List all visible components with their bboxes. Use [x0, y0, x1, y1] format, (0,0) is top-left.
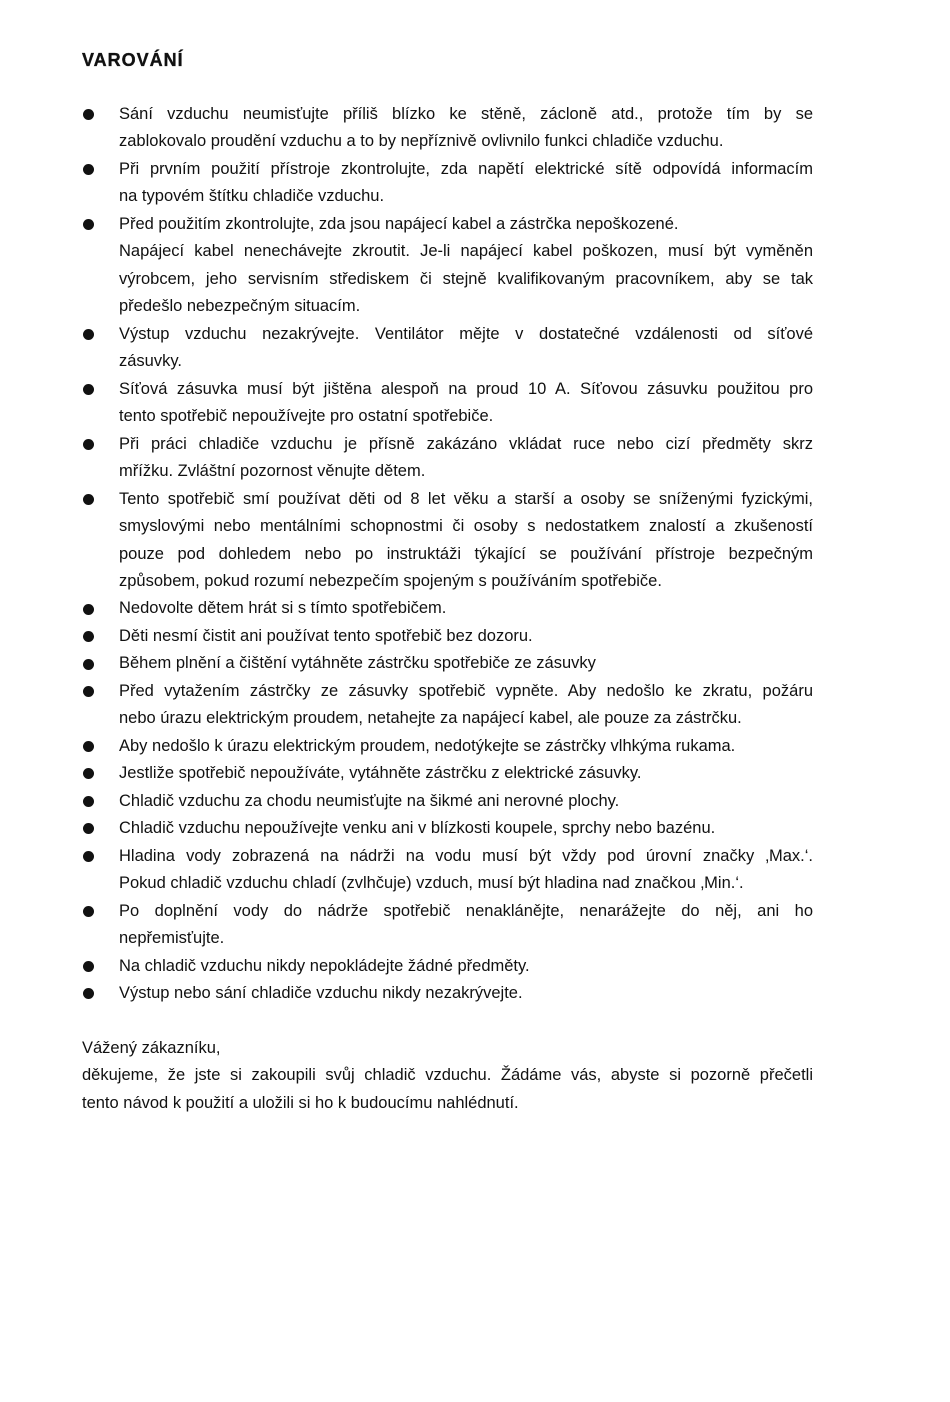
text-paragraph [119, 211, 813, 238]
warning-item [0, 980, 813, 1007]
warning-item-text [119, 156, 813, 211]
bullet-icon [83, 741, 94, 752]
text-line: Nedovolte dětem hrát si s tímto spotřebičem. [119, 599, 447, 618]
text-line: Před vytažením zástrčky ze zásuvky spotřebič vypněte. Aby nedošlo ke zkratu, požáru [119, 681, 813, 700]
warning-item-text [119, 211, 813, 321]
warning-item-text [119, 678, 813, 733]
bullet-icon [83, 439, 94, 450]
bullet-icon [83, 906, 94, 917]
warning-item-text [119, 376, 813, 431]
text-line: Aby nedošlo k úrazu elektrickým proudem, nedotýkejte se zástrčky vlhkýma rukama. [119, 736, 736, 755]
text-line: Při prvním použití přístroje zkontrolujte, zda napětí elektrické sítě odpovídá informacím [119, 159, 813, 178]
warning-item [0, 843, 813, 898]
text-paragraph [119, 898, 813, 953]
text-line: Napájecí kabel nenechávejte zkroutit. Je-li napájecí kabel poškozen, musí být vyměněn [119, 242, 813, 261]
bullet-icon [83, 988, 94, 999]
bullet-icon [83, 164, 94, 175]
text-paragraph [119, 678, 813, 733]
warning-item [0, 898, 813, 953]
text-line: Síťová zásuvka musí být jištěna alespoň na proud 10 A. Síťovou zásuvku použitou pro [119, 379, 813, 398]
text-line: Vážený zákazníku, [82, 1038, 221, 1057]
text-line: nepřemisťujte. [119, 929, 225, 948]
closing-note [0, 1035, 813, 1117]
text-line: Tento spotřebič smí používat děti od 8 let věku a starší a osoby se sníženými fyzickými, [119, 489, 813, 508]
bullet-icon [83, 768, 94, 779]
warning-item-text [119, 815, 813, 842]
text-line: Při práci chladiče vzduchu je přísně zakázáno vkládat ruce nebo cizí předměty skrz [119, 434, 813, 453]
text-paragraph [119, 321, 813, 376]
warning-item-text [119, 321, 813, 376]
warning-item-text [119, 486, 813, 596]
text-paragraph [119, 156, 813, 211]
warning-item [0, 623, 813, 650]
text-paragraph [119, 238, 813, 320]
text-line: předešlo nebezpečným situacím. [119, 297, 361, 316]
warning-item [0, 733, 813, 760]
text-line: zásuvky. [119, 352, 182, 371]
bullet-icon [83, 961, 94, 972]
text-paragraph [119, 431, 813, 486]
text-line: Děti nesmí čistit ani používat tento spotřebič bez dozoru. [119, 626, 533, 645]
warning-list [0, 101, 950, 1007]
bullet-icon [83, 494, 94, 505]
warning-item [0, 321, 813, 376]
warning-item [0, 788, 813, 815]
text-line: Chladič vzduchu nepoužívejte venku ani v blízkosti koupele, sprchy nebo bazénu. [119, 819, 716, 838]
warning-item [0, 760, 813, 787]
warning-item [0, 376, 813, 431]
bullet-icon [83, 329, 94, 340]
warning-item-text [119, 595, 813, 622]
warning-item [0, 431, 813, 486]
text-line: tento návod k použití a uložili si ho k budoucímu nahlédnutí. [82, 1093, 519, 1112]
text-paragraph [82, 1062, 813, 1117]
bullet-icon [83, 659, 94, 670]
warning-item [0, 650, 813, 677]
text-line: Před použitím zkontrolujte, zda jsou napájecí kabel a zástrčka nepoškozené. [119, 214, 679, 233]
warning-item-text [119, 898, 813, 953]
text-paragraph [119, 815, 813, 842]
text-paragraph [119, 376, 813, 431]
text-line: pouze pod dohledem nebo po instruktáži týkající se používání přístroje bezpečným [119, 544, 813, 563]
bullet-icon [83, 604, 94, 615]
warning-item [0, 815, 813, 842]
page-title: VAROVÁNÍ [82, 50, 184, 70]
bullet-icon [83, 686, 94, 697]
text-line: děkujeme, že jste si zakoupili svůj chladič vzduchu. Žádáme vás, abyste si pozorně přečetli [82, 1066, 813, 1085]
warning-item-text [119, 101, 813, 156]
text-line: Chladič vzduchu za chodu neumisťujte na šikmé ani nerovné plochy. [119, 791, 620, 810]
document-body [0, 101, 950, 1117]
warning-item [0, 156, 813, 211]
text-line: Sání vzduchu neumisťujte příliš blízko ke stěně, zácloně atd., protože tím by se [119, 105, 813, 123]
bullet-icon [83, 219, 94, 230]
warning-item [0, 211, 813, 321]
text-paragraph [119, 101, 813, 156]
text-line: Na chladič vzduchu nikdy nepokládejte žádné předměty. [119, 956, 530, 975]
warning-item-text [119, 650, 813, 677]
warning-item [0, 678, 813, 733]
warning-item [0, 486, 813, 596]
text-line: tento spotřebič nepoužívejte pro ostatní spotřebiče. [119, 407, 494, 426]
warning-item-text [119, 733, 813, 760]
text-line: Výstup nebo sání chladiče vzduchu nikdy nezakrývejte. [119, 984, 523, 1002]
text-paragraph [119, 650, 813, 677]
warning-item-text [119, 843, 813, 898]
warning-item [0, 953, 813, 980]
warning-item-text [119, 980, 813, 1007]
bullet-icon [83, 109, 94, 120]
text-paragraph [119, 788, 813, 815]
text-line: Během plnění a čištění vytáhněte zástrčku spotřebiče ze zásuvky [119, 654, 596, 673]
text-line: smyslovými nebo mentálními schopnostmi či osoby s nedostatkem znalostí a zkušeností [119, 517, 813, 536]
text-line: Pokud chladič vzduchu chladí (zvlhčuje) vzduch, musí být hladina nad značkou ‚Min.‘. [119, 874, 744, 893]
text-line: na typovém štítku chladiče vzduchu. [119, 187, 385, 206]
text-paragraph [119, 953, 813, 980]
text-line: Jestliže spotřebič nepoužíváte, vytáhněte zástrčku z elektrické zásuvky. [119, 764, 642, 783]
bullet-icon [83, 823, 94, 834]
bullet-icon [83, 851, 94, 862]
bullet-icon [83, 384, 94, 395]
warning-item-text [119, 431, 813, 486]
text-line: nebo úrazu elektrickým proudem, netahejte za napájecí kabel, ale pouze za zástrčku. [119, 709, 742, 728]
text-line: způsobem, pokud rozumí nebezpečím spojeným s používáním spotřebiče. [119, 571, 662, 590]
text-paragraph [119, 623, 813, 650]
text-line: mřížku. Zvláštní pozornost věnujte dětem. [119, 462, 426, 481]
text-paragraph [119, 980, 813, 1007]
warning-item [0, 101, 813, 156]
text-line: Výstup vzduchu nezakrývejte. Ventilátor mějte v dostatečné vzdálenosti od síťové [119, 324, 813, 343]
warning-item-text [119, 788, 813, 815]
warning-item-text [119, 953, 813, 980]
text-line: výrobcem, jeho servisním střediskem či stejně kvalifikovaným pracovníkem, aby se tak [119, 269, 813, 288]
bullet-icon [83, 796, 94, 807]
bullet-icon [83, 631, 94, 642]
text-paragraph [119, 733, 813, 760]
warning-item-text [119, 623, 813, 650]
warning-item-text [119, 760, 813, 787]
text-line: Po doplnění vody do nádrže spotřebič nenaklánějte, nenarážejte do něj, ani ho [119, 901, 813, 920]
text-paragraph [119, 595, 813, 622]
text-line: zablokovalo proudění vzduchu a to by nepříznivě ovlivnilo funkci chladiče vzduchu. [119, 132, 724, 151]
text-line: Hladina vody zobrazená na nádrži na vodu musí být vždy pod úrovní značky ‚Max.‘. [119, 846, 813, 865]
text-paragraph [119, 760, 813, 787]
text-paragraph [82, 1035, 813, 1062]
warning-item [0, 595, 813, 622]
text-paragraph [119, 843, 813, 898]
text-paragraph [119, 486, 813, 596]
